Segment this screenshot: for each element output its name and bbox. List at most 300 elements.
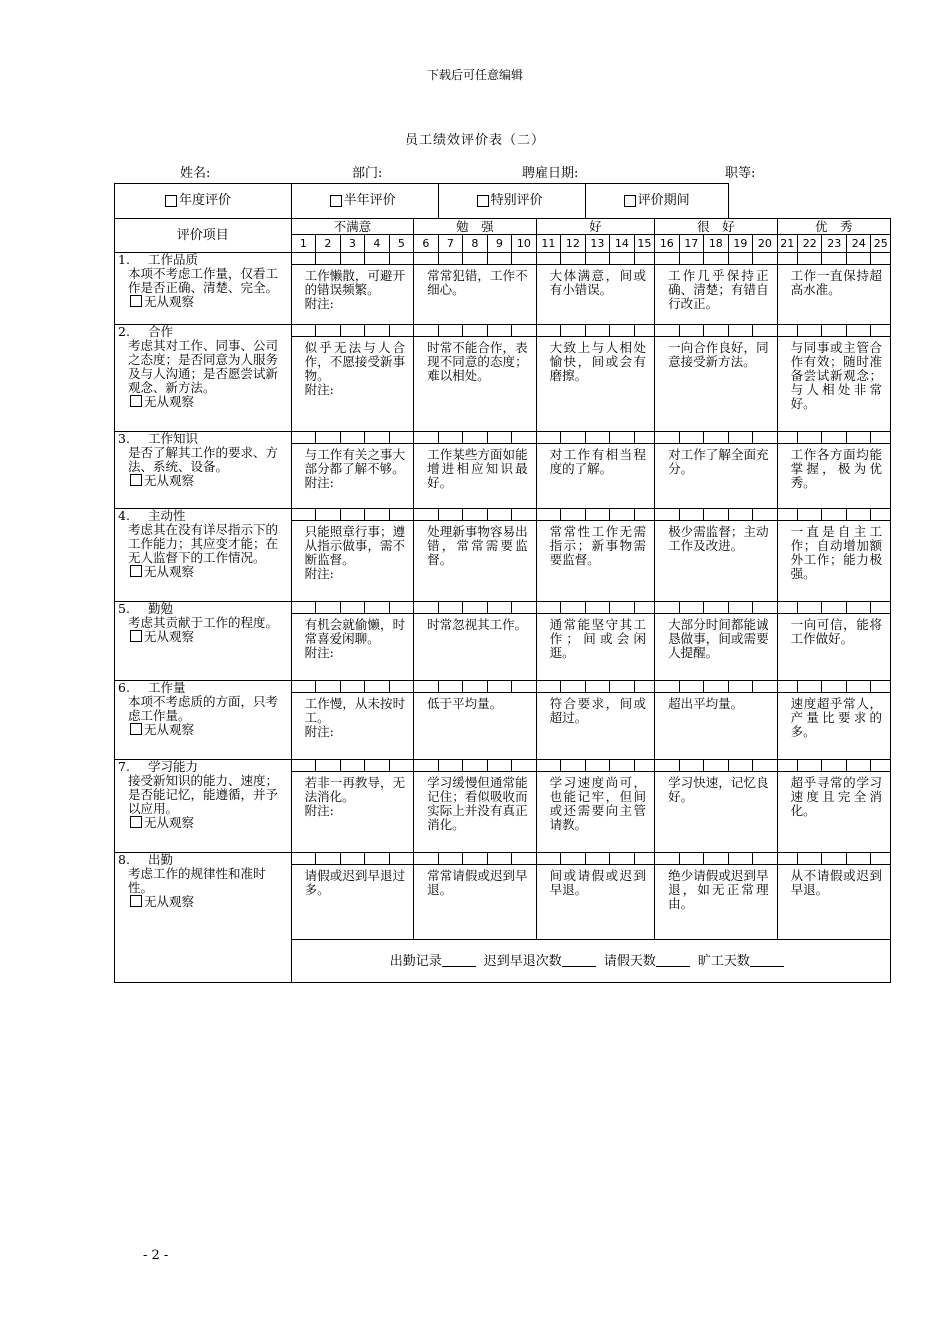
rating-tick-box[interactable] <box>871 325 891 337</box>
rating-tick-box[interactable] <box>389 681 414 693</box>
eval-item-6 <box>115 681 292 760</box>
rating-tick-box[interactable] <box>536 253 561 265</box>
rating-tick-box[interactable] <box>536 325 561 337</box>
rating-description: 一直是自主工作；自动增加额外工作；能力极强。 <box>790 524 882 581</box>
rating-tick-box[interactable] <box>777 853 797 865</box>
rating-tick-box[interactable] <box>561 681 586 693</box>
checkbox-icon[interactable] <box>130 295 142 307</box>
rating-tick-box[interactable] <box>797 681 822 693</box>
rating-tick-box[interactable] <box>438 602 463 614</box>
rating-tick-box[interactable] <box>316 602 341 614</box>
rating-tick-box[interactable] <box>655 432 680 444</box>
scale-label-row <box>115 219 891 235</box>
item-description: 考虑工作的规律性和准时性。 <box>128 866 266 895</box>
no-observation-option[interactable] <box>118 474 289 488</box>
no-observation-option[interactable] <box>118 295 289 309</box>
note-label: 附注: <box>304 803 334 818</box>
checkbox-icon[interactable] <box>130 565 142 577</box>
rating-tick-box[interactable] <box>340 853 365 865</box>
eval-type-cell[interactable] <box>291 184 438 219</box>
rating-tick-box[interactable] <box>340 432 365 444</box>
eval-type-cell[interactable] <box>438 184 585 219</box>
scale-number: 4 <box>365 235 390 253</box>
rating-description: 工作某些方面如能增进相应知识最好。 <box>427 447 528 490</box>
rating-tick-box[interactable] <box>536 509 561 521</box>
rating-tick-box[interactable] <box>463 325 488 337</box>
rating-tick-box[interactable] <box>561 509 586 521</box>
rating-tick-box[interactable] <box>777 509 797 521</box>
rating-tick-box[interactable] <box>871 681 891 693</box>
rating-tick-box[interactable] <box>610 432 635 444</box>
rating-tick-box[interactable] <box>728 432 753 444</box>
rating-tick-box[interactable] <box>291 325 316 337</box>
item-number: 7. <box>118 759 130 774</box>
rating-tick-box[interactable] <box>704 853 729 865</box>
late-early-count-label: 迟到早退次数 <box>483 953 562 969</box>
rating-tick-box[interactable] <box>753 681 778 693</box>
no-observation-option[interactable] <box>118 565 289 579</box>
rating-tick-box[interactable] <box>463 432 488 444</box>
rating-tick-box[interactable] <box>610 509 635 521</box>
scale-level-label: 不满意 <box>291 219 414 235</box>
rating-tick-box[interactable] <box>463 853 488 865</box>
rating-tick-box[interactable] <box>291 432 316 444</box>
rating-tick-box[interactable] <box>634 853 654 865</box>
item-title-text: 工作品质 <box>148 252 199 267</box>
rating-tick-box[interactable] <box>753 325 778 337</box>
rating-tick-box[interactable] <box>536 681 561 693</box>
rating-tick-box[interactable] <box>463 681 488 693</box>
rating-tick-box[interactable] <box>634 253 654 265</box>
rating-tick-box[interactable] <box>655 602 680 614</box>
rating-tick-box[interactable] <box>822 681 847 693</box>
rating-tick-box[interactable] <box>777 681 797 693</box>
rating-tick-box[interactable] <box>389 602 414 614</box>
rating-tick-box[interactable] <box>340 253 365 265</box>
rating-tick-box[interactable] <box>585 681 610 693</box>
rating-tick-box[interactable] <box>585 853 610 865</box>
attendance-record-label: 出勤记录 <box>389 953 442 969</box>
rating-description: 工作各方面均能掌握，极为优秀。 <box>790 447 882 490</box>
rating-tick-box[interactable] <box>512 432 537 444</box>
rating-description: 一向可信，能将工作做好。 <box>790 617 882 646</box>
no-observation-option[interactable] <box>118 816 289 830</box>
rating-tick-box[interactable] <box>316 853 341 865</box>
scale-number: 17 <box>679 235 704 253</box>
rating-tick-box[interactable] <box>561 853 586 865</box>
rating-tick-box[interactable] <box>846 853 871 865</box>
rating-tick-box[interactable] <box>512 760 537 772</box>
rating-tick-box[interactable] <box>679 432 704 444</box>
rating-tick-box[interactable] <box>487 325 512 337</box>
rating-tick-box[interactable] <box>846 602 871 614</box>
eval-item-7 <box>115 760 292 853</box>
rating-tick-box[interactable] <box>414 853 439 865</box>
rating-tick-box[interactable] <box>487 760 512 772</box>
scale-number: 25 <box>871 235 891 253</box>
rating-description: 一向合作良好，同意接受新方法。 <box>668 340 769 369</box>
rating-tick-box[interactable] <box>704 253 729 265</box>
rating-tick-box[interactable] <box>585 325 610 337</box>
rating-tick-box[interactable] <box>704 602 729 614</box>
rating-tick-box[interactable] <box>536 760 561 772</box>
rating-tick-box[interactable] <box>414 253 439 265</box>
item-description: 考虑其贡献于工作的程度。 <box>128 615 279 630</box>
rating-tick-box[interactable] <box>846 253 871 265</box>
rating-tick-box[interactable] <box>634 602 654 614</box>
rating-description: 时常忽视其工作。 <box>427 617 528 632</box>
rating-tick-box[interactable] <box>316 432 341 444</box>
rating-tick-box[interactable] <box>389 760 414 772</box>
rating-tick-box[interactable] <box>679 681 704 693</box>
rating-tick-box[interactable] <box>365 760 390 772</box>
rating-description-cell <box>291 772 414 853</box>
item-number: 3. <box>118 431 130 446</box>
rating-tick-box[interactable] <box>846 432 871 444</box>
rating-tick-box[interactable] <box>512 325 537 337</box>
rating-tick-box[interactable] <box>704 325 729 337</box>
rating-tick-box[interactable] <box>585 253 610 265</box>
rating-tick-box[interactable] <box>777 432 797 444</box>
rating-tick-box[interactable] <box>728 509 753 521</box>
scale-number: 12 <box>561 235 586 253</box>
rating-tick-box[interactable] <box>389 325 414 337</box>
rating-tick-box[interactable] <box>536 853 561 865</box>
rating-tick-box[interactable] <box>512 253 537 265</box>
rating-tick-box[interactable] <box>822 853 847 865</box>
rating-tick-box[interactable] <box>753 432 778 444</box>
rating-description: 工作一直保持超高水准。 <box>790 268 882 297</box>
eval-item-4 <box>115 509 292 602</box>
rating-tick-box[interactable] <box>822 509 847 521</box>
rating-tick-box[interactable] <box>846 681 871 693</box>
rating-tick-box[interactable] <box>414 602 439 614</box>
rating-tick-box[interactable] <box>634 509 654 521</box>
rating-description: 常常性工作无需指示；新事物需要监督。 <box>549 524 647 567</box>
rating-tick-box[interactable] <box>753 853 778 865</box>
rating-tick-box[interactable] <box>655 325 680 337</box>
rating-tick-box[interactable] <box>340 681 365 693</box>
no-observation-label: 无从观察 <box>144 815 195 830</box>
rating-tick-box[interactable] <box>728 253 753 265</box>
rating-tick-box[interactable] <box>822 432 847 444</box>
rating-tick-box[interactable] <box>777 760 797 772</box>
rating-tick-box[interactable] <box>463 253 488 265</box>
rating-description-cell <box>414 337 537 432</box>
rating-tick-box[interactable] <box>634 325 654 337</box>
scale-level-label: 好 <box>536 219 654 235</box>
rating-tick-box[interactable] <box>846 760 871 772</box>
note-label: 附注: <box>304 645 334 660</box>
no-observation-option[interactable] <box>118 395 289 409</box>
rating-tick-box[interactable] <box>753 602 778 614</box>
rating-tick-box[interactable] <box>610 602 635 614</box>
rating-tick-box[interactable] <box>679 602 704 614</box>
rating-tick-box[interactable] <box>487 681 512 693</box>
eval-item-2 <box>115 325 292 432</box>
rating-description: 间或请假或迟到早退。 <box>549 868 647 897</box>
rating-tick-box[interactable] <box>536 602 561 614</box>
rating-description: 符合要求，间或超过。 <box>549 696 647 725</box>
rating-tick-box[interactable] <box>585 602 610 614</box>
rating-tick-box[interactable] <box>512 681 537 693</box>
scale-number: 5 <box>389 235 414 253</box>
rating-tick-box[interactable] <box>438 760 463 772</box>
rating-description: 学习快速，记忆良好。 <box>668 775 769 804</box>
rating-tick-row <box>115 253 891 265</box>
rating-tick-box[interactable] <box>438 509 463 521</box>
rating-tick-box[interactable] <box>728 325 753 337</box>
rating-tick-box[interactable] <box>777 602 797 614</box>
rating-tick-box[interactable] <box>365 681 390 693</box>
rating-tick-box[interactable] <box>389 509 414 521</box>
rating-description-cell <box>777 614 890 681</box>
rating-description-cell <box>655 521 778 602</box>
rating-tick-box[interactable] <box>487 432 512 444</box>
rating-tick-box[interactable] <box>679 509 704 521</box>
rating-tick-box[interactable] <box>704 509 729 521</box>
rating-tick-box[interactable] <box>389 253 414 265</box>
rating-tick-box[interactable] <box>634 681 654 693</box>
item-title-text: 勤勉 <box>148 601 174 616</box>
rating-tick-box[interactable] <box>797 325 822 337</box>
checkbox-icon[interactable] <box>477 195 489 207</box>
rating-tick-box[interactable] <box>487 253 512 265</box>
rating-tick-box[interactable] <box>753 509 778 521</box>
rating-tick-box[interactable] <box>487 509 512 521</box>
no-observation-label: 无从观察 <box>144 894 195 909</box>
rating-tick-box[interactable] <box>728 681 753 693</box>
rating-tick-box[interactable] <box>753 253 778 265</box>
rating-tick-box[interactable] <box>438 325 463 337</box>
rating-tick-box[interactable] <box>871 253 891 265</box>
rating-tick-box[interactable] <box>777 325 797 337</box>
rating-description-cell <box>536 865 654 940</box>
rating-tick-box[interactable] <box>365 432 390 444</box>
scale-level-label: 很 好 <box>655 219 778 235</box>
rating-tick-box[interactable] <box>414 509 439 521</box>
checkbox-icon[interactable] <box>130 723 142 735</box>
rating-description: 通常能坚守其工作；间或会闲逛。 <box>549 617 647 660</box>
rating-tick-box[interactable] <box>414 681 439 693</box>
rating-tick-box[interactable] <box>655 681 680 693</box>
rating-description-cell <box>536 337 654 432</box>
rating-tick-box[interactable] <box>316 681 341 693</box>
rating-tick-box[interactable] <box>561 760 586 772</box>
rating-tick-box[interactable] <box>634 760 654 772</box>
rating-tick-box[interactable] <box>679 853 704 865</box>
checkbox-icon[interactable] <box>130 474 142 486</box>
no-observation-option[interactable] <box>118 723 289 737</box>
rating-tick-box[interactable] <box>797 253 822 265</box>
rating-tick-box[interactable] <box>610 853 635 865</box>
rating-tick-row <box>115 681 891 693</box>
employee-info-row <box>0 162 950 180</box>
rating-tick-box[interactable] <box>822 253 847 265</box>
rating-tick-box[interactable] <box>797 509 822 521</box>
rating-tick-box[interactable] <box>291 509 316 521</box>
rating-tick-box[interactable] <box>585 509 610 521</box>
scale-number: 1 <box>291 235 316 253</box>
rating-tick-box[interactable] <box>610 253 635 265</box>
rating-description-cell <box>777 444 890 509</box>
rating-tick-box[interactable] <box>728 853 753 865</box>
rating-tick-box[interactable] <box>655 253 680 265</box>
rating-description: 时常不能合作，表现不同意的态度；难以相处。 <box>427 340 528 383</box>
rating-tick-box[interactable] <box>655 853 680 865</box>
rating-tick-box[interactable] <box>610 760 635 772</box>
note-label: 附注: <box>304 382 334 397</box>
rating-tick-box[interactable] <box>822 602 847 614</box>
rating-tick-box[interactable] <box>291 253 316 265</box>
rating-description-cell <box>655 865 778 940</box>
rating-description: 低于平均量。 <box>427 696 503 711</box>
rating-tick-box[interactable] <box>585 760 610 772</box>
item-title <box>118 760 289 774</box>
rating-tick-box[interactable] <box>797 853 822 865</box>
rating-tick-box[interactable] <box>585 432 610 444</box>
rating-tick-box[interactable] <box>871 760 891 772</box>
rating-tick-box[interactable] <box>463 760 488 772</box>
rating-tick-box[interactable] <box>797 432 822 444</box>
checkbox-icon[interactable] <box>330 195 342 207</box>
rating-tick-box[interactable] <box>655 509 680 521</box>
checkbox-icon[interactable] <box>130 630 142 642</box>
rating-tick-box[interactable] <box>846 509 871 521</box>
rating-tick-box[interactable] <box>389 853 414 865</box>
absent-days-field[interactable] <box>750 954 784 967</box>
rating-tick-box[interactable] <box>753 760 778 772</box>
item-number: 2. <box>118 324 130 339</box>
item-number: 1. <box>118 252 130 267</box>
rating-tick-box[interactable] <box>512 853 537 865</box>
eval-item-3 <box>115 432 292 509</box>
rating-tick-box[interactable] <box>340 325 365 337</box>
rating-tick-box[interactable] <box>487 602 512 614</box>
eval-type-cell[interactable] <box>585 184 728 219</box>
attendance-record-field[interactable] <box>442 954 476 967</box>
eval-type-cell[interactable] <box>115 184 292 219</box>
rating-tick-box[interactable] <box>487 853 512 865</box>
rating-description: 工作慢，从未按时工。 <box>304 696 406 725</box>
no-observation-option[interactable] <box>118 630 289 644</box>
rating-tick-box[interactable] <box>797 602 822 614</box>
rating-tick-box[interactable] <box>463 509 488 521</box>
rating-description-cell <box>777 865 890 940</box>
rating-tick-box[interactable] <box>512 509 537 521</box>
rating-tick-box[interactable] <box>389 432 414 444</box>
rating-tick-box[interactable] <box>414 760 439 772</box>
rating-tick-box[interactable] <box>822 760 847 772</box>
rating-tick-box[interactable] <box>846 325 871 337</box>
rating-tick-box[interactable] <box>871 432 891 444</box>
scale-number: 14 <box>610 235 635 253</box>
rating-tick-box[interactable] <box>291 602 316 614</box>
rating-tick-box[interactable] <box>438 853 463 865</box>
rating-tick-box[interactable] <box>679 253 704 265</box>
rating-tick-box[interactable] <box>512 602 537 614</box>
rating-tick-box[interactable] <box>365 325 390 337</box>
no-observation-label: 无从观察 <box>144 564 195 579</box>
rating-tick-box[interactable] <box>704 432 729 444</box>
late-early-count-field[interactable] <box>562 954 596 967</box>
checkbox-icon[interactable] <box>130 395 142 407</box>
rating-tick-box[interactable] <box>365 253 390 265</box>
rating-tick-box[interactable] <box>340 760 365 772</box>
rating-tick-box[interactable] <box>365 602 390 614</box>
rating-description: 常常请假或迟到早退。 <box>427 868 528 897</box>
rating-tick-box[interactable] <box>463 602 488 614</box>
rating-tick-box[interactable] <box>655 760 680 772</box>
rating-tick-box[interactable] <box>822 325 847 337</box>
rating-tick-box[interactable] <box>414 432 439 444</box>
rating-tick-box[interactable] <box>340 509 365 521</box>
scale-number: 23 <box>822 235 847 253</box>
rating-tick-box[interactable] <box>561 602 586 614</box>
eval-type-label: 半年评价 <box>343 193 396 208</box>
item-title-text: 工作知识 <box>148 431 199 446</box>
rating-tick-box[interactable] <box>291 760 316 772</box>
rating-tick-box[interactable] <box>728 760 753 772</box>
no-observation-option[interactable] <box>118 895 289 909</box>
rating-tick-box[interactable] <box>871 853 891 865</box>
rating-tick-box[interactable] <box>316 760 341 772</box>
rating-description-cell <box>655 614 778 681</box>
rating-tick-box[interactable] <box>438 253 463 265</box>
rating-tick-box[interactable] <box>340 602 365 614</box>
rating-tick-box[interactable] <box>679 325 704 337</box>
item-number: 8. <box>118 852 130 867</box>
rating-tick-box[interactable] <box>291 853 316 865</box>
rating-tick-box[interactable] <box>797 760 822 772</box>
leave-days-field[interactable] <box>656 954 690 967</box>
rating-tick-box[interactable] <box>704 760 729 772</box>
rating-tick-box[interactable] <box>365 853 390 865</box>
rating-description-cell <box>777 265 890 325</box>
rating-tick-box[interactable] <box>610 681 635 693</box>
checkbox-icon[interactable] <box>624 195 636 207</box>
rating-tick-box[interactable] <box>316 509 341 521</box>
rating-tick-box[interactable] <box>561 432 586 444</box>
rating-tick-box[interactable] <box>561 253 586 265</box>
rating-tick-box[interactable] <box>536 432 561 444</box>
checkbox-icon[interactable] <box>130 816 142 828</box>
rating-tick-box[interactable] <box>728 602 753 614</box>
checkbox-icon[interactable] <box>130 895 142 907</box>
rating-tick-box[interactable] <box>291 681 316 693</box>
rating-tick-box[interactable] <box>704 681 729 693</box>
rating-tick-box[interactable] <box>561 325 586 337</box>
scale-number: 7 <box>438 235 463 253</box>
rating-tick-box[interactable] <box>438 432 463 444</box>
rating-tick-box[interactable] <box>438 681 463 693</box>
rating-tick-box[interactable] <box>365 509 390 521</box>
rating-tick-box[interactable] <box>777 253 797 265</box>
rating-tick-box[interactable] <box>634 432 654 444</box>
rating-description: 大体满意，间或有小错误。 <box>549 268 647 297</box>
rating-tick-box[interactable] <box>871 509 891 521</box>
no-observation-label: 无从观察 <box>144 473 195 488</box>
rating-tick-box[interactable] <box>316 253 341 265</box>
rating-tick-box[interactable] <box>871 602 891 614</box>
checkbox-icon[interactable] <box>165 195 177 207</box>
rating-tick-box[interactable] <box>414 325 439 337</box>
rating-description-cell <box>414 614 537 681</box>
rating-tick-box[interactable] <box>610 325 635 337</box>
rating-description: 处理新事物容易出错，常常需要监督。 <box>427 524 528 567</box>
rating-tick-box[interactable] <box>679 760 704 772</box>
rating-tick-box[interactable] <box>316 325 341 337</box>
